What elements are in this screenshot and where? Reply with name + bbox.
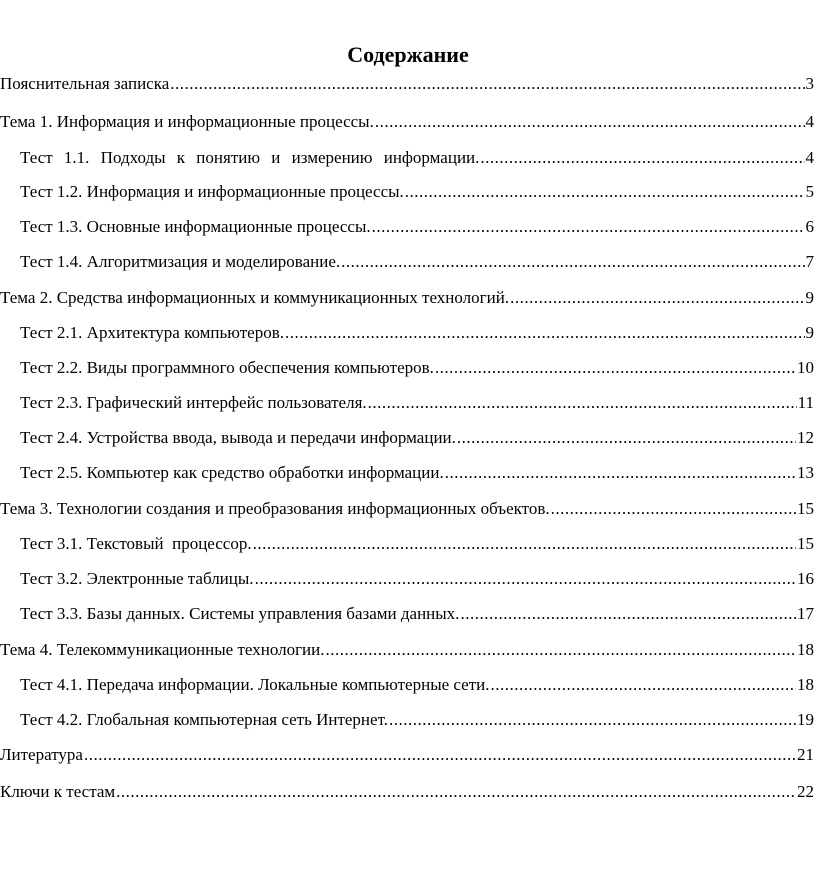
dot-leader: [389, 706, 796, 734]
toc-page-number: 4: [805, 148, 814, 167]
toc-page-number: 11: [797, 393, 814, 412]
toc-entry-topic-4[interactable]: [0, 636, 814, 664]
toc-entry-label: Пояснительная записка: [0, 74, 170, 93]
dot-leader: [510, 284, 804, 312]
toc-entry-test-2-4[interactable]: [20, 424, 814, 452]
toc-entry-test-2-3[interactable]: [20, 389, 814, 417]
toc-page-number: 13: [797, 463, 814, 482]
toc-page-number: 16: [797, 569, 814, 588]
toc-entry-topic-2[interactable]: [0, 284, 814, 312]
toc-page-number: 15: [797, 534, 814, 553]
toc-entry-test-1-3[interactable]: [20, 213, 814, 241]
toc-entry-literature[interactable]: [0, 741, 814, 769]
toc-page-number: 12: [797, 428, 814, 447]
toc-entry-label: Тест 3.1. Текстовый процессор.: [20, 534, 252, 553]
dot-leader: [170, 70, 804, 98]
toc-entry-test-4-2[interactable]: [20, 706, 814, 734]
toc-page-number: 22: [797, 782, 814, 801]
toc-page-number: 3: [805, 74, 814, 93]
toc-entry-label: Тест 1.3. Основные информационные процессы.: [20, 217, 371, 236]
toc-page-number: 6: [805, 217, 814, 236]
toc-entry-test-3-1[interactable]: [20, 530, 814, 558]
toc-page-number: 4: [805, 112, 814, 131]
dot-leader: [255, 565, 796, 593]
dot-leader: [372, 213, 805, 241]
toc-entry-label: Тест 2.5. Компьютер как средство обработки информации.: [20, 463, 444, 482]
toc-entry-test-4-1[interactable]: [20, 671, 814, 699]
dot-leader: [375, 108, 805, 136]
toc-page-number: 15: [797, 499, 814, 518]
toc-entry-label: Тема 1. Информация и информационные процессы.: [0, 112, 374, 131]
dot-leader: [460, 600, 796, 628]
toc-entry-label: Тест 4.1. Передача информации. Локальные компьютерные сети.: [20, 675, 490, 694]
toc-entry-label: Тема 3. Технологии создания и преобразования информационных объектов.: [0, 499, 550, 518]
dot-leader: [368, 389, 797, 417]
toc-page-number: 9: [805, 288, 814, 307]
toc-entry-label: Тест 4.2. Глобальная компьютерная сеть Интернет.: [20, 710, 388, 729]
toc-entry-explanatory-note[interactable]: [0, 70, 814, 98]
dot-leader: [551, 495, 796, 523]
toc-entry-label: Тест 3.2. Электронные таблицы.: [20, 569, 254, 588]
dot-leader: [326, 636, 797, 664]
toc-entry-label: Тест 1.1. Подходы к понятию и измерению информации.: [20, 148, 480, 167]
dot-leader: [84, 741, 796, 769]
toc-entry-test-2-5[interactable]: [20, 459, 814, 487]
toc-page-number: 5: [805, 182, 814, 201]
dot-leader: [480, 144, 804, 172]
toc-page-number: 10: [797, 358, 814, 377]
document-title: Содержание: [347, 42, 469, 67]
toc-page-number: 9: [805, 323, 814, 342]
toc-page-number: 7: [805, 252, 814, 271]
toc-entry-label: Литература: [0, 745, 83, 764]
toc-entry-test-1-1[interactable]: [20, 144, 814, 172]
toc-entry-label: Ключи к тестам: [0, 782, 116, 801]
toc-page-number: 17: [797, 604, 814, 623]
toc-entry-label: Тест 3.3. Базы данных. Системы управления базами данных.: [20, 604, 460, 623]
toc-entry-label: Тест 2.3. Графический интерфейс пользователя.: [20, 393, 367, 412]
dot-leader: [285, 319, 805, 347]
toc-entry-label: Тема 4. Телекоммуникационные технологии.: [0, 640, 325, 659]
toc-entry-label: Тема 2. Средства информационных и коммуникационных технологий.: [0, 288, 510, 307]
toc-entry-label: Тест 1.4. Алгоритмизация и моделирование.: [20, 252, 341, 271]
dot-leader: [253, 530, 796, 558]
toc-entry-topic-1[interactable]: [0, 108, 814, 136]
dot-leader: [457, 424, 796, 452]
toc-entry-topic-3[interactable]: [0, 495, 814, 523]
dot-leader: [445, 459, 796, 487]
toc-entry-test-2-2[interactable]: [20, 354, 814, 382]
dot-leader: [116, 778, 796, 806]
toc-entry-test-2-1[interactable]: [20, 319, 814, 347]
dot-leader: [435, 354, 796, 382]
toc-page-number: 18: [797, 640, 814, 659]
dot-leader: [405, 178, 805, 206]
dot-leader: [491, 671, 797, 699]
toc-entry-label: Тест 1.2. Информация и информационные процессы.: [20, 182, 404, 201]
toc-entry-answer-keys[interactable]: [0, 778, 814, 806]
toc-entry-label: Тест 2.1. Архитектура компьютеров.: [20, 323, 284, 342]
toc-entry-test-1-2[interactable]: [20, 178, 814, 206]
toc-entry-label: Тест 2.4. Устройства ввода, вывода и передачи информации.: [20, 428, 456, 447]
toc-entry-test-1-4[interactable]: [20, 248, 814, 276]
toc-entry-test-3-2[interactable]: [20, 565, 814, 593]
toc-entry-test-3-3[interactable]: [20, 600, 814, 628]
toc-page-number: 19: [797, 710, 814, 729]
toc-page-number: 21: [797, 745, 814, 764]
dot-leader: [341, 248, 804, 276]
toc-page-number: 18: [797, 675, 814, 694]
toc-entry-label: Тест 2.2. Виды программного обеспечения компьютеров.: [20, 358, 434, 377]
